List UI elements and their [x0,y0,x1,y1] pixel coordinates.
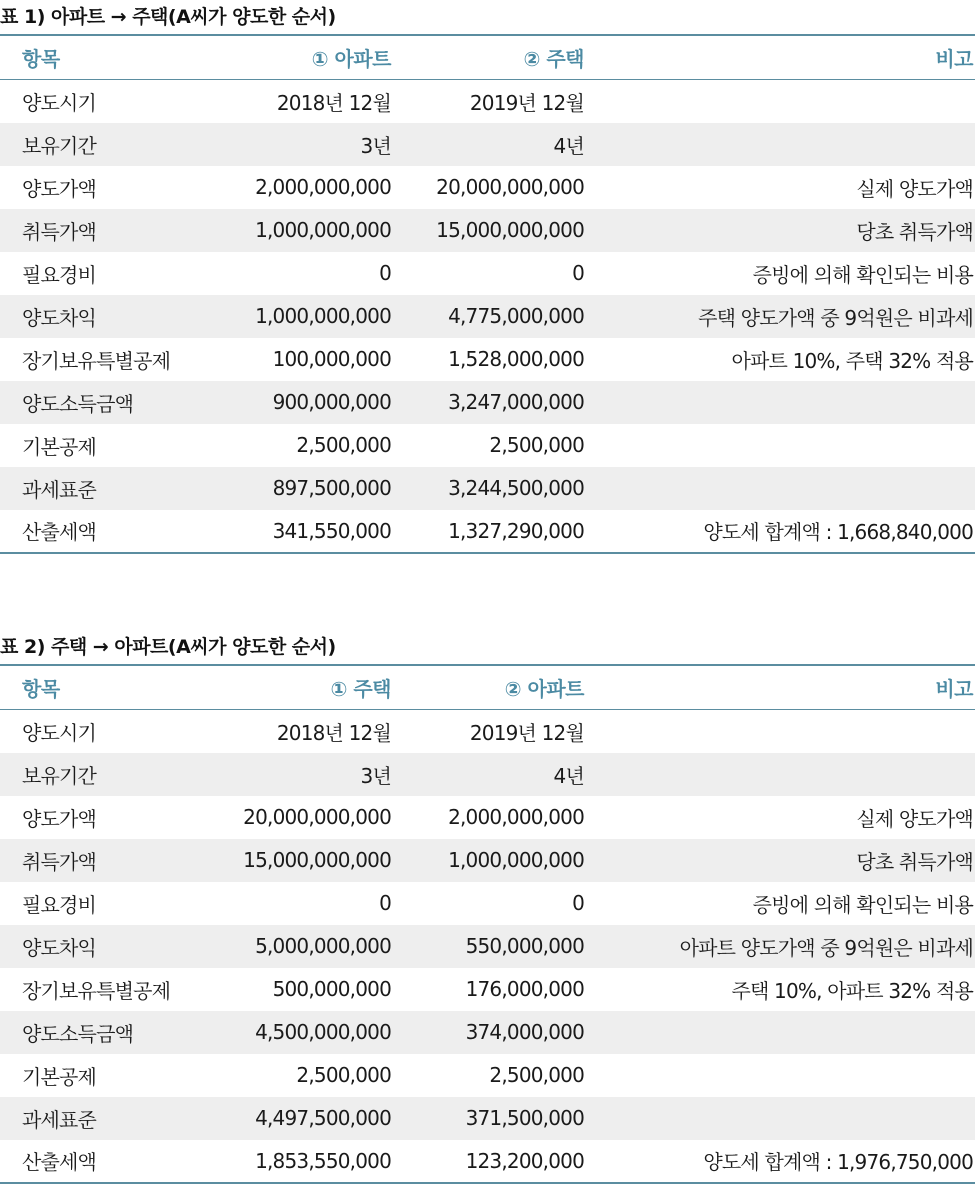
second-sale-value-cell: 0 [572,891,584,915]
table-row [0,925,975,968]
header-second-sale: ② 아파트 [504,677,584,701]
first-sale-value-cell: 4,500,000,000 [255,1020,391,1044]
first-sale-value-cell: 500,000,000 [272,977,391,1001]
first-sale-value-cell: 2,500,000 [296,433,391,457]
table-2 [0,664,975,1184]
table-2-header-row [0,665,975,710]
second-sale-value-cell: 2,000,000,000 [448,805,584,829]
table-row [0,968,975,1011]
row-item-cell: 양도시기 [22,90,97,115]
table-2-caption: 표 2) 주택 → 아파트(A씨가 양도한 순서) [0,636,336,658]
table-row [0,710,975,753]
note-cell [590,424,975,467]
table-1 [0,34,975,554]
first-sale-value-cell: 1,000,000,000 [255,218,391,242]
row-item-cell: 양도차익 [22,935,97,960]
first-sale-value-cell: 1,000,000,000 [255,304,391,328]
note-cell: 주택 10%, 아파트 32% 적용 [731,978,973,1003]
row-item-cell: 필요경비 [22,262,97,287]
second-sale-value-cell: 371,500,000 [465,1106,584,1130]
table-row [0,381,975,424]
note-cell: 아파트 양도가액 중 9억원은 비과세 [679,935,973,960]
note-cell: 실제 양도가액 [856,806,973,831]
table-row [0,467,975,510]
row-item-cell: 양도가액 [22,806,97,831]
second-sale-value-cell: 2019년 12월 [469,90,584,115]
note-cell [590,1097,975,1140]
first-sale-value-cell: 15,000,000,000 [243,848,391,872]
second-sale-value-cell: 3,247,000,000 [448,390,584,414]
table-row [0,338,975,381]
header-note: 비고 [935,677,973,701]
header-first-sale: ① 주택 [330,677,391,701]
note-cell [590,381,975,424]
row-item-cell: 양도가액 [22,176,97,201]
second-sale-value-cell: 374,000,000 [465,1020,584,1044]
first-sale-value-cell: 100,000,000 [272,347,391,371]
note-cell [590,123,975,166]
second-sale-value-cell: 550,000,000 [465,934,584,958]
first-sale-value-cell: 0 [379,261,391,285]
table-row [0,1054,975,1097]
second-sale-value-cell: 1,528,000,000 [448,347,584,371]
second-sale-value-cell: 3,244,500,000 [448,476,584,500]
table-row [0,753,975,796]
header-item: 항목 [22,47,60,71]
header-note: 비고 [935,47,973,71]
table-row [0,1140,975,1183]
table-1-caption: 표 1) 아파트 → 주택(A씨가 양도한 순서) [0,6,336,28]
row-item-cell: 취득가액 [22,219,97,244]
row-item-cell: 양도시기 [22,720,97,745]
first-sale-value-cell: 0 [379,891,391,915]
note-cell: 증빙에 의해 확인되는 비용 [752,262,973,287]
second-sale-value-cell: 1,000,000,000 [448,848,584,872]
first-sale-value-cell: 20,000,000,000 [243,805,391,829]
second-sale-value-cell: 2,500,000 [489,433,584,457]
row-item-cell: 양도소득금액 [22,1021,134,1046]
note-cell: 양도세 합계액 : 1,668,840,000 [703,520,973,544]
first-sale-value-cell: 1,853,550,000 [255,1148,391,1173]
table-2-body [0,710,975,1183]
row-item-cell: 취득가액 [22,849,97,874]
first-sale-value-cell: 3년 [360,133,391,158]
second-sale-value-cell: 1,327,290,000 [448,518,584,543]
table-row [0,839,975,882]
second-sale-value-cell: 2,500,000 [489,1063,584,1087]
table-row [0,796,975,839]
header-item: 항목 [22,677,60,701]
note-cell [590,710,975,753]
row-item-cell: 기본공제 [22,434,97,459]
table-row [0,1011,975,1054]
second-sale-value-cell: 4,775,000,000 [448,304,584,328]
note-cell [590,1054,975,1097]
note-cell: 증빙에 의해 확인되는 비용 [752,892,973,917]
note-cell: 실제 양도가액 [856,176,973,201]
note-cell [590,467,975,510]
second-sale-value-cell: 2019년 12월 [469,720,584,745]
row-item-cell: 기본공제 [22,1064,97,1089]
first-sale-value-cell: 2,500,000 [296,1063,391,1087]
row-item-cell: 장기보유특별공제 [22,348,171,373]
row-item-cell: 보유기간 [22,763,97,788]
second-sale-value-cell: 4년 [553,133,584,158]
second-sale-value-cell: 0 [572,261,584,285]
first-sale-value-cell: 2,000,000,000 [255,175,391,199]
row-item-cell: 산출세액 [22,1150,97,1174]
row-item-cell: 양도차익 [22,305,97,330]
first-sale-value-cell: 341,550,000 [272,518,391,543]
note-cell [590,80,975,123]
table-row [0,510,975,553]
first-sale-value-cell: 897,500,000 [272,476,391,500]
note-cell: 당초 취득가액 [856,219,973,244]
second-sale-value-cell: 15,000,000,000 [436,218,584,242]
header-first-sale: ① 아파트 [311,47,391,71]
note-cell [590,753,975,796]
table-row [0,882,975,925]
table-row [0,252,975,295]
row-item-cell: 과세표준 [22,477,97,502]
note-cell: 주택 양도가액 중 9억원은 비과세 [698,305,973,330]
table-2-block [0,630,975,1184]
first-sale-value-cell: 5,000,000,000 [255,934,391,958]
table-row [0,166,975,209]
first-sale-value-cell: 2018년 12월 [276,720,391,745]
note-cell: 아파트 10%, 주택 32% 적용 [731,348,973,373]
note-cell: 당초 취득가액 [856,849,973,874]
row-item-cell: 과세표준 [22,1107,97,1132]
note-cell: 양도세 합계액 : 1,976,750,000 [703,1150,973,1174]
second-sale-value-cell: 123,200,000 [465,1148,584,1173]
first-sale-value-cell: 2018년 12월 [276,90,391,115]
second-sale-value-cell: 4년 [553,763,584,788]
table-row [0,295,975,338]
row-item-cell: 보유기간 [22,133,97,158]
table-1-block [0,0,975,554]
note-cell [590,1011,975,1054]
row-item-cell: 장기보유특별공제 [22,978,171,1003]
first-sale-value-cell: 4,497,500,000 [255,1106,391,1130]
table-row [0,80,975,123]
first-sale-value-cell: 900,000,000 [272,390,391,414]
second-sale-value-cell: 176,000,000 [465,977,584,1001]
header-second-sale: ② 주택 [523,47,584,71]
row-item-cell: 필요경비 [22,892,97,917]
table-1-header-row [0,35,975,80]
table-1-body [0,80,975,553]
row-item-cell: 양도소득금액 [22,391,134,416]
second-sale-value-cell: 20,000,000,000 [436,175,584,199]
table-row [0,424,975,467]
table-row [0,123,975,166]
table-row [0,209,975,252]
first-sale-value-cell: 3년 [360,763,391,788]
table-row [0,1097,975,1140]
row-item-cell: 산출세액 [22,520,97,544]
